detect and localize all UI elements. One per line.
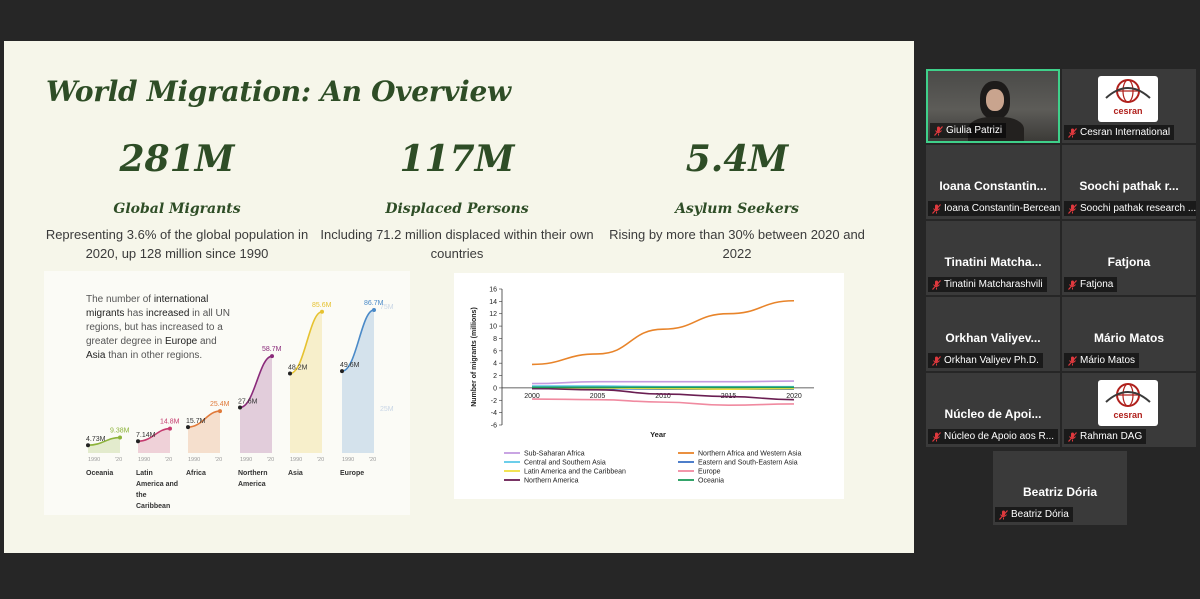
region-series xyxy=(136,419,180,510)
x-tick: 1990 xyxy=(290,457,303,463)
region-end-label: 86.7M xyxy=(364,299,384,307)
mic-muted-icon xyxy=(1068,356,1077,366)
net-migration-chart-svg xyxy=(454,273,844,499)
participant-tile[interactable] xyxy=(1062,221,1196,295)
region-name: Asia xyxy=(288,470,303,477)
y-tick-label: 10 xyxy=(489,323,497,331)
regional-migrants-chart xyxy=(44,271,410,515)
x-tick-label: 2010 xyxy=(655,392,671,400)
region-start-label: 48.2M xyxy=(288,364,308,372)
stat-description: Including 71.2 million displaced within their own countries xyxy=(320,227,594,261)
stat-asylum-seekers xyxy=(592,139,882,263)
legend-label: Northern Africa and Western Asia xyxy=(698,450,802,458)
regional-chart-svg xyxy=(44,271,410,515)
logo-text: cesran xyxy=(1113,410,1143,420)
net-migration-chart xyxy=(454,273,844,499)
y-tick-label: 8 xyxy=(493,335,497,343)
stat-value: 5.4M xyxy=(685,138,789,180)
region-name: Oceania xyxy=(86,470,114,477)
region-start-point xyxy=(86,443,90,447)
participant-name-label: Ioana Constantin-Bercean xyxy=(928,201,1060,216)
series-line xyxy=(532,399,794,405)
stat-value: 117M xyxy=(399,138,515,180)
participant-tile[interactable] xyxy=(1062,145,1196,219)
slide-title: World Migration: An Overview xyxy=(46,75,511,108)
legend-label: Latin America and the Caribbean xyxy=(524,468,626,476)
participant-display-name: Soochi pathak r... xyxy=(1079,179,1179,194)
series-line xyxy=(532,381,794,383)
stat-global-migrants xyxy=(32,139,322,263)
legend-label: Central and Southern Asia xyxy=(524,459,606,467)
x-tick: '20 xyxy=(369,457,377,463)
participant-name-label: Fatjona xyxy=(1064,277,1117,292)
axes xyxy=(471,287,814,440)
region-start-label: 15.7M xyxy=(186,418,206,426)
x-tick: '20 xyxy=(215,457,223,463)
y-tick-label: 14 xyxy=(489,298,497,306)
x-tick: 1990 xyxy=(138,457,151,463)
stat-description: Representing 3.6% of the global population in 2020, up 128 million since 1990 xyxy=(45,227,309,261)
legend-label: Oceania xyxy=(698,477,725,485)
mic-muted-icon xyxy=(1068,432,1077,442)
region-start-point xyxy=(238,405,242,409)
mic-muted-icon xyxy=(1068,280,1077,290)
region-name: Caribbean xyxy=(136,503,171,510)
legend xyxy=(504,451,801,485)
shared-slide xyxy=(4,41,914,553)
participant-display-name: Ioana Constantin... xyxy=(939,179,1047,194)
x-tick: '20 xyxy=(115,457,123,463)
region-start-point xyxy=(288,371,292,375)
mic-muted-icon xyxy=(932,432,941,442)
stat-label: Displaced Persons xyxy=(385,201,529,217)
y-axis-label: Number of migrants (millions) xyxy=(471,307,478,407)
y-tick-label: 2 xyxy=(493,373,497,381)
x-tick: 1990 xyxy=(88,457,101,463)
mic-muted-icon xyxy=(932,204,941,214)
mic-muted-icon xyxy=(932,356,941,366)
participant-name-label: Soochi pathak research ... xyxy=(1064,201,1196,216)
mic-muted-icon xyxy=(1068,128,1077,138)
region-series xyxy=(288,302,332,477)
region-start-label: 4.73M xyxy=(86,436,106,444)
participant-name-label: Núcleo de Apoio aos R... xyxy=(928,429,1058,444)
region-start-label: 49.6M xyxy=(340,362,360,370)
stat-label: Asylum Seekers xyxy=(675,201,799,217)
chart-description: The number of international migrants has increased in all UN regions, but has increased to a greater degree in Europe and Asia than in other regions. xyxy=(86,294,230,361)
region-area xyxy=(342,310,374,453)
region-start-point xyxy=(136,439,140,443)
legend-label: Northern America xyxy=(524,477,579,485)
participant-name-label: Giulia Patrizi xyxy=(930,123,1006,138)
x-tick: 1990 xyxy=(240,457,253,463)
stat-displaced-persons xyxy=(312,139,602,263)
region-name: America and xyxy=(136,481,179,488)
y-tick-label: 12 xyxy=(489,311,497,319)
x-tick: '20 xyxy=(317,457,325,463)
participant-display-name: Beatriz Dória xyxy=(1022,485,1098,500)
series-line xyxy=(532,301,794,365)
x-tick: '20 xyxy=(267,457,275,463)
region-end-point xyxy=(218,409,222,413)
stat-value: 281M xyxy=(119,138,235,180)
participant-name-label: Orkhan Valiyev Ph.D. xyxy=(928,353,1043,368)
x-tick-label: 2005 xyxy=(589,392,606,400)
x-tick-label: 2020 xyxy=(786,392,802,400)
mic-muted-icon xyxy=(999,510,1008,520)
region-series xyxy=(186,401,230,477)
region-start-point xyxy=(340,369,344,373)
mic-muted-icon xyxy=(1068,204,1077,214)
logo-text: cesran xyxy=(1113,106,1143,116)
region-name: the xyxy=(136,492,147,499)
participant-display-name: Mário Matos xyxy=(1093,331,1164,346)
grid-label: 25M xyxy=(380,406,394,413)
region-end-label: 25.4M xyxy=(210,401,230,409)
participant-tile[interactable] xyxy=(926,69,1060,143)
participant-display-name: Núcleo de Apoi... xyxy=(944,407,1042,422)
y-tick-label: 0 xyxy=(493,385,497,393)
region-series xyxy=(340,300,384,477)
legend-label: Sub-Saharan Africa xyxy=(524,450,585,458)
region-name: Europe xyxy=(340,470,365,477)
participant-display-name: Fatjona xyxy=(1107,255,1151,270)
stat-label: Global Migrants xyxy=(113,201,241,217)
participant-display-name: Tinatini Matcha... xyxy=(944,255,1042,270)
region-series xyxy=(238,346,282,488)
y-tick-label: -4 xyxy=(490,410,497,418)
participant-tile[interactable] xyxy=(926,221,1060,295)
region-end-label: 9.38M xyxy=(110,427,130,435)
participant-display-name: Orkhan Valiyev... xyxy=(945,331,1041,346)
region-end-label: 58.7M xyxy=(262,346,282,354)
x-tick: 1990 xyxy=(188,457,201,463)
region-end-point xyxy=(320,310,324,314)
y-tick-label: -2 xyxy=(490,397,497,405)
participant-name-label: Cesran International xyxy=(1064,125,1174,140)
region-end-label: 14.8M xyxy=(160,418,180,426)
legend-label: Eastern and South-Eastern Asia xyxy=(698,459,798,467)
mic-muted-icon xyxy=(934,126,943,136)
x-tick-label: 2015 xyxy=(720,392,737,400)
participant-name-label: Beatriz Dória xyxy=(995,507,1073,522)
mic-muted-icon xyxy=(932,280,941,290)
participant-tile[interactable] xyxy=(926,297,1060,371)
x-axis-label: Year xyxy=(650,430,666,439)
participant-tile[interactable] xyxy=(926,373,1060,447)
region-end-label: 85.6M xyxy=(312,301,332,309)
region-start-point xyxy=(186,425,190,429)
region-end-point xyxy=(372,308,376,312)
participant-name-label: Mário Matos xyxy=(1064,353,1139,368)
globe-icon xyxy=(1098,76,1158,106)
grid-label: 75M xyxy=(380,304,394,311)
region-end-point xyxy=(270,354,274,358)
region-start-label: 27.6M xyxy=(238,398,258,406)
participant-tile[interactable] xyxy=(1062,297,1196,371)
person-face xyxy=(986,89,1004,111)
y-tick-label: 16 xyxy=(489,286,497,294)
region-area xyxy=(290,312,322,453)
region-name: America xyxy=(238,481,266,488)
participant-name-label: Rahman DAG xyxy=(1064,429,1146,444)
x-tick-label: 2000 xyxy=(524,392,540,400)
cesran-logo xyxy=(1098,76,1158,122)
cesran-logo xyxy=(1098,380,1158,426)
region-name: Africa xyxy=(186,470,206,477)
y-tick-label: 4 xyxy=(493,360,497,368)
x-tick: '20 xyxy=(165,457,173,463)
legend-label: Europe xyxy=(698,468,721,476)
participant-tile[interactable] xyxy=(1062,69,1196,143)
participant-tile[interactable] xyxy=(926,145,1060,219)
participant-name-label: Tinatini Matcharashvili xyxy=(928,277,1047,292)
y-tick-label: 6 xyxy=(493,348,497,356)
region-name: Latin xyxy=(136,470,153,477)
region-end-point xyxy=(118,436,122,440)
region-end-point xyxy=(168,427,172,431)
region-series xyxy=(86,428,130,477)
region-name: Northern xyxy=(238,470,268,477)
region-start-label: 7.14M xyxy=(136,432,156,440)
regional-grid xyxy=(380,304,394,413)
participant-tile[interactable] xyxy=(1062,373,1196,447)
globe-icon xyxy=(1098,380,1158,410)
participant-tile[interactable] xyxy=(993,451,1127,525)
x-tick: 1990 xyxy=(342,457,355,463)
stat-description: Rising by more than 30% between 2020 and 2022 xyxy=(609,227,865,261)
y-tick-label: -6 xyxy=(490,422,497,430)
